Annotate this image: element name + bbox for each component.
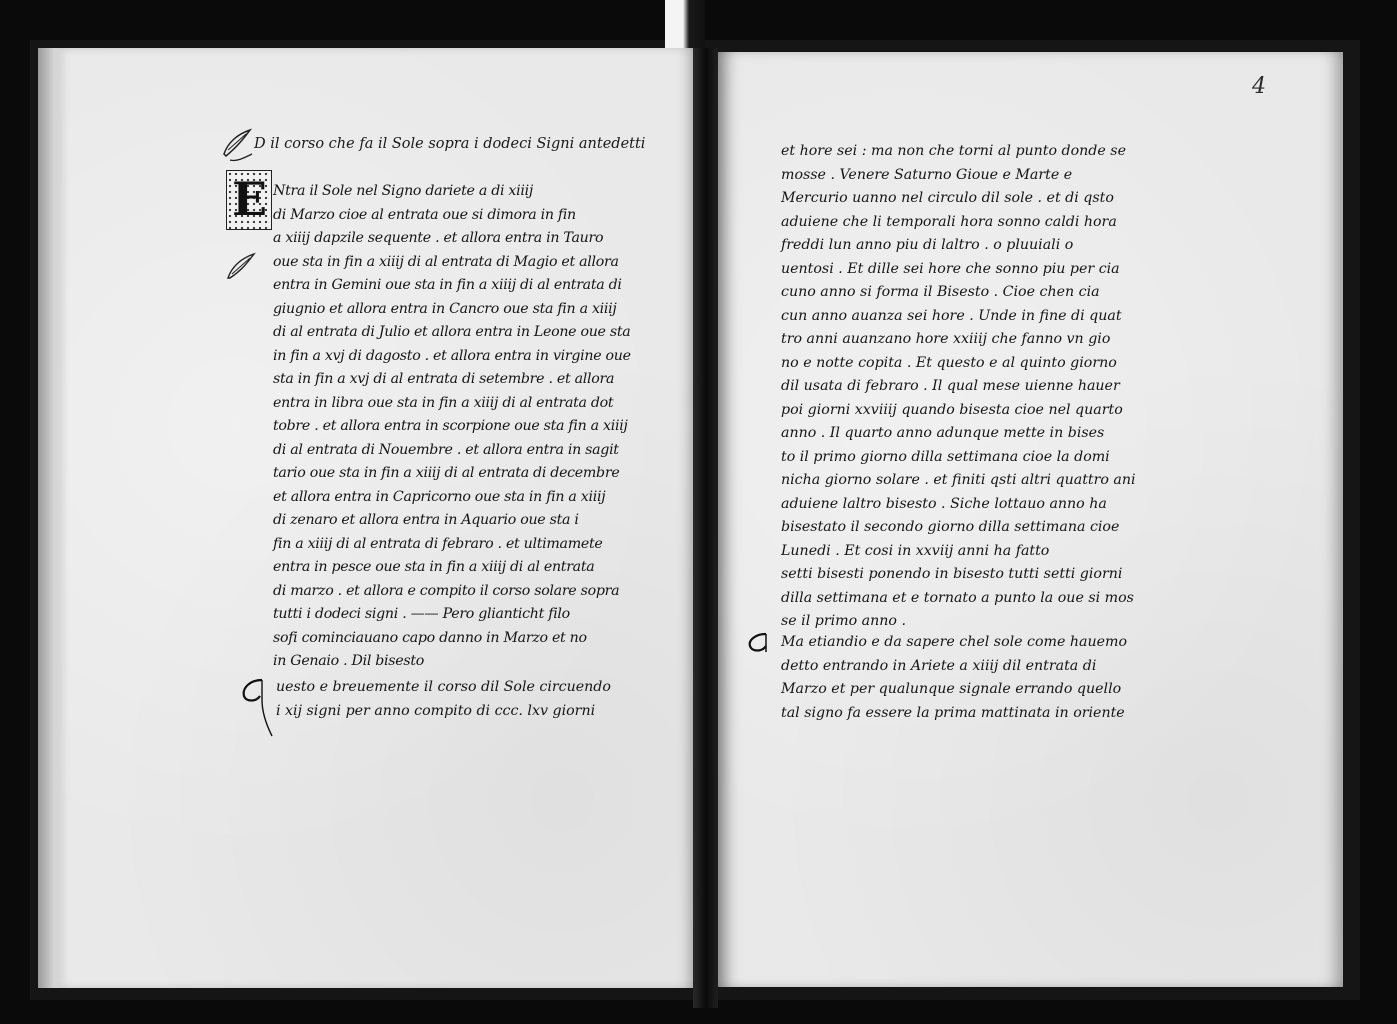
text-line: anno . Il quarto anno adunque mette in bises (781, 425, 1105, 441)
paragraph-mark-icon (744, 630, 780, 658)
text-line: oue sta in fin a xiiij di al entrata di Magio et allora (273, 253, 619, 270)
text-line: aduiene che li temporali hora sonno caldi hora (781, 213, 1117, 230)
text-line: tario oue sta in fin a xiiij di al entrata di decembre (273, 465, 620, 481)
text-line: freddi lun anno piu di laltro . o pluuiali o (781, 237, 1074, 253)
text-line: tutti i dodeci signi . —— Pero glianticht filo (273, 606, 570, 622)
text-line: mosse . Venere Saturno Gioue e Marte e (781, 166, 1073, 183)
folio-number: 4 (1252, 74, 1266, 99)
text-line: Ntra il Sole nel Signo dariete a di xiiij (273, 183, 533, 199)
text-line: dil usata di febraro . Il qual mese uienne hauer (781, 378, 1120, 394)
text-line: et allora entra in Capricorno oue sta in fin a xiiij (273, 488, 606, 505)
text-line: nicha giorno solare . et finiti qsti altri quattro ani (781, 472, 1136, 488)
text-line: dilla settimana et e tornato a punto la oue si mos (781, 589, 1134, 606)
text-line: tal signo fa essere la prima mattinata in oriente (781, 704, 1125, 721)
chapter-heading: D il corso che fa il Sole sopra i dodeci Signi antedetti (254, 136, 646, 152)
text-line: aduiene laltro bisesto . Siche lottauo anno ha (781, 495, 1107, 512)
text-line: a xiiij dapzile sequente . et allora entra in Tauro (273, 230, 604, 246)
text-line: uesto e breuemente il corso dil Sole circuendo (276, 679, 611, 695)
text-line: tro anni auanzano hore xxiiij che fanno vn gio (781, 331, 1111, 347)
text-line: tobre . et allora entra in scorpione oue sta fin a xiiij (273, 418, 628, 434)
text-line: poi giorni xxviiij quando bisesta cioe nel quarto (781, 401, 1123, 418)
text-line: et hore sei : ma non che torni al punto donde se (781, 143, 1126, 159)
text-line: di zenaro et allora entra in Aquario oue sta i (273, 512, 579, 528)
text-line: no e notte copita . Et questo e al quinto giorno (781, 354, 1117, 371)
text-line: sta in fin a xvj di al entrata di setembre . et allora (273, 371, 615, 387)
right-page-text-2 (781, 631, 1181, 725)
text-line: giugnio et allora entra in Cancro oue sta fin a xiiij (273, 300, 617, 317)
text-line: i xij signi per anno compito di ccc. lxv giorni (276, 702, 596, 719)
text-line: entra in pesce oue sta in fin a xiiij di al entrata (273, 559, 595, 575)
text-line: Marzo et per qualunque signale errando quello (781, 681, 1122, 697)
text-line: sofi cominciauano capo danno in Marzo et no (273, 629, 587, 646)
text-line: se il primo anno . (781, 613, 906, 629)
left-page-edge (38, 48, 68, 988)
text-line: cuno anno si forma il Bisesto . Cioe chen cia (781, 284, 1100, 300)
paragraph-mark-icon (236, 676, 280, 740)
text-line: fin a xiiij di al entrata di febraro . et ultimamete (273, 535, 603, 552)
left-page-text (273, 180, 643, 674)
book-gutter (693, 48, 718, 1008)
margin-flourish-icon (224, 248, 258, 284)
text-line: Mercurio uanno nel circulo dil sole . et di qsto (781, 190, 1114, 206)
initial-letter: E (232, 172, 268, 226)
left-page-text-2 (276, 676, 646, 723)
text-line: detto entrando in Ariete a xiiij dil entrata di (781, 657, 1097, 674)
illuminated-initial (226, 170, 272, 230)
text-line: uentosi . Et dille sei hore che sonno piu per cia (781, 260, 1120, 277)
text-line: di al entrata di Julio et allora entra in Leone oue sta (273, 324, 631, 340)
text-line: entra in Gemini oue sta in fin a xiiij di al entrata di (273, 277, 622, 293)
text-line: bisestato il secondo giorno dilla settimana cioe (781, 519, 1120, 535)
right-page-text (781, 140, 1181, 634)
heading-flourish-icon (218, 124, 258, 168)
text-line: in Genaio . Dil bisesto (273, 653, 424, 669)
text-line: setti bisesti ponendo in bisesto tutti setti giorni (781, 566, 1123, 582)
text-line: Ma etiandio e da sapere chel sole come hauemo (781, 634, 1128, 650)
text-line: di Marzo cioe al entrata oue si dimora in fin (273, 206, 576, 223)
text-line: di marzo . et allora e compito il corso solare sopra (273, 582, 620, 599)
text-line: to il primo giorno dilla settimana cioe la domi (781, 448, 1110, 465)
text-line: cun anno auanza sei hore . Unde in fine di quat (781, 307, 1122, 324)
text-line: in fin a xvj di dagosto . et allora entra in virgine oue (273, 347, 631, 364)
text-line: di al entrata di Nouembre . et allora entra in sagit (273, 441, 619, 458)
text-line: Lunedi . Et cosi in xxviij anni ha fatto (781, 542, 1050, 559)
text-line: entra in libra oue sta in fin a xiiij di al entrata dot (273, 394, 614, 411)
